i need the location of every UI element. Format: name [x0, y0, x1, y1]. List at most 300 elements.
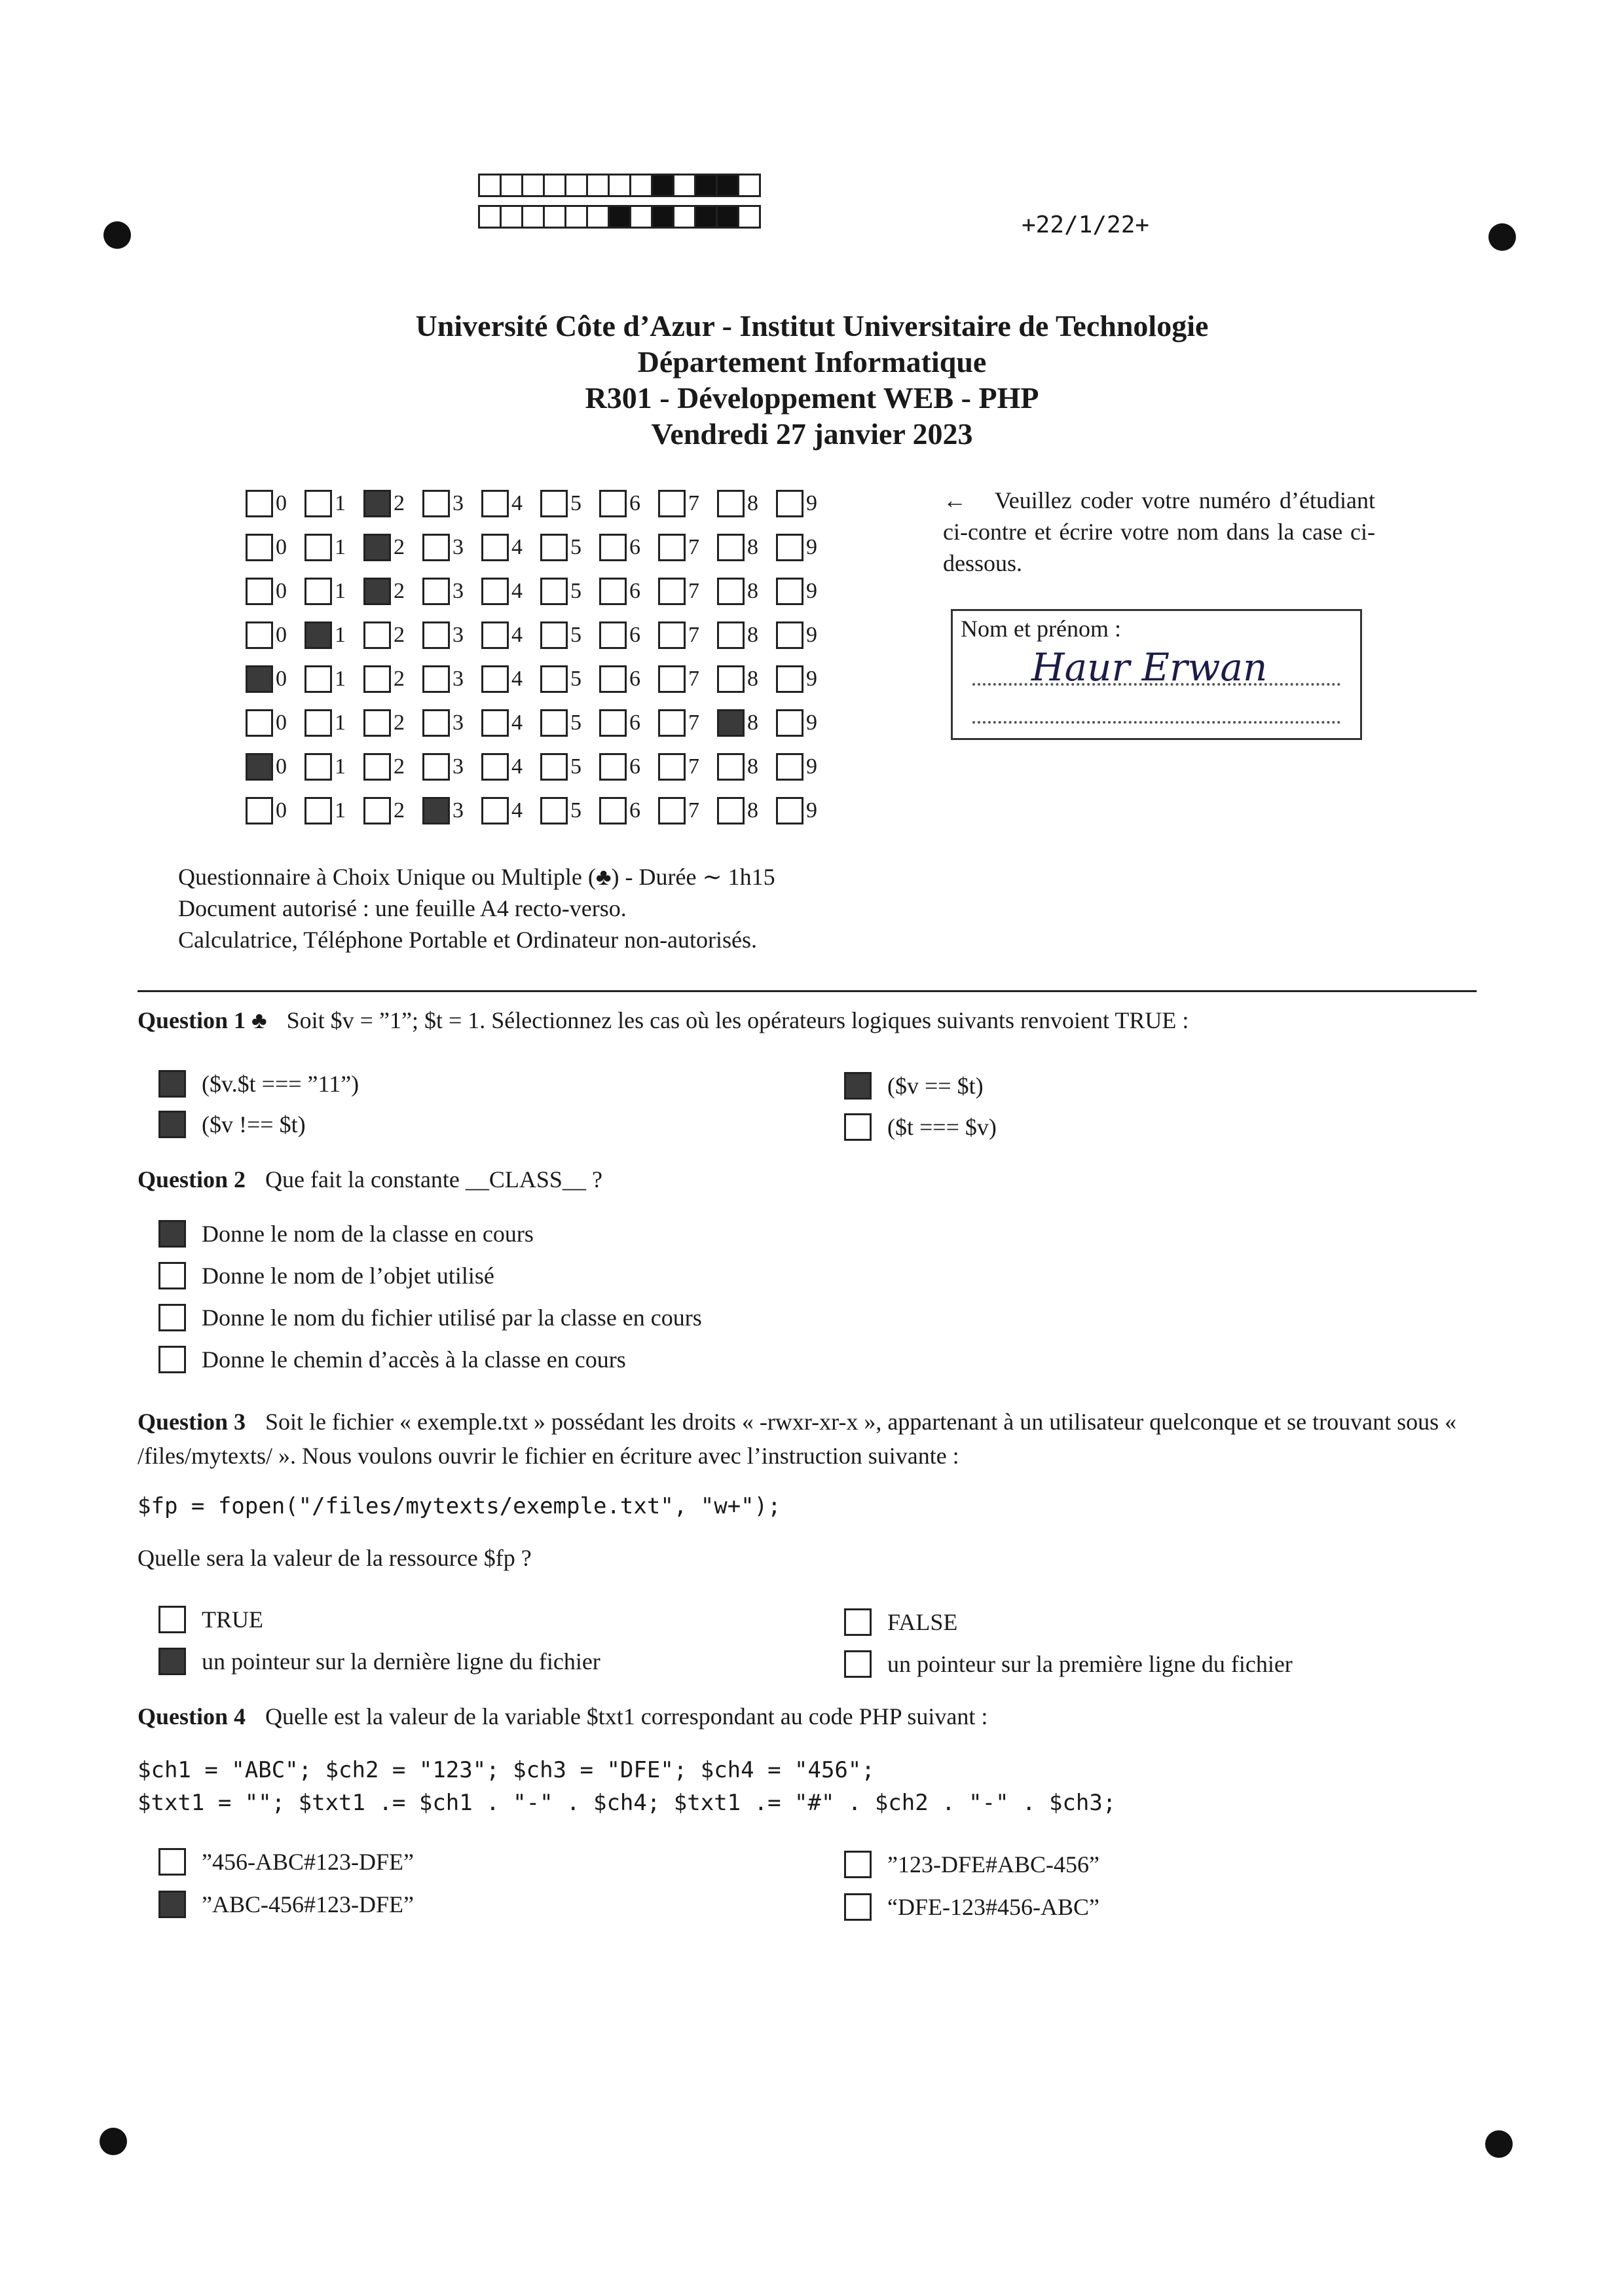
digit-label: 0: [276, 534, 287, 559]
q3-option-checkbox[interactable]: [158, 1606, 186, 1633]
digit-label: 8: [747, 754, 758, 779]
digit-label: 4: [511, 754, 523, 779]
digit-option[interactable]: [540, 578, 599, 605]
digit-checkbox[interactable]: [599, 621, 627, 649]
digit-option[interactable]: [363, 578, 422, 605]
digit-label: 9: [806, 578, 817, 603]
digit-checkbox[interactable]: [422, 753, 450, 781]
q1-option[interactable]: [844, 1113, 997, 1141]
digit-label: 1: [335, 798, 346, 823]
digit-checkbox[interactable]: [658, 578, 686, 605]
digit-option[interactable]: [540, 709, 599, 737]
q1-option-label: ($v == $t): [887, 1073, 984, 1099]
barcode-cell: [564, 174, 588, 197]
q3-option[interactable]: [158, 1606, 263, 1633]
digit-option[interactable]: [481, 753, 540, 781]
digit-option[interactable]: [717, 534, 776, 561]
digit-label: 3: [452, 798, 464, 823]
digit-checkbox[interactable]: [422, 665, 450, 693]
q1-option[interactable]: [158, 1070, 359, 1098]
digit-label: 9: [806, 754, 817, 779]
digit-checkbox[interactable]: [246, 490, 273, 517]
digit-option[interactable]: [422, 753, 481, 781]
q4-option[interactable]: [844, 1851, 1099, 1878]
question-3-label: Question 3: [138, 1409, 246, 1435]
q1-option-checkbox[interactable]: [844, 1072, 872, 1100]
digit-label: 9: [806, 798, 817, 823]
question-1-text: Soit $v = ”1”; $t = 1. Sélectionnez les cas où les opérateurs logiques suivants renvoient TRUE :: [286, 1007, 1189, 1033]
barcode-cell: [716, 174, 739, 197]
question-4-text: Quelle est la valeur de la variable $txt1 correspondant au code PHP suivant :: [265, 1703, 988, 1730]
digit-option[interactable]: [422, 709, 481, 737]
handwritten-name: Haur Erwan: [1031, 645, 1268, 690]
digit-option[interactable]: [599, 490, 658, 517]
q2-option[interactable]: [158, 1304, 702, 1331]
digit-checkbox[interactable]: [599, 665, 627, 693]
exam-info-line-2: Document autorisé : une feuille A4 recto-verso.: [178, 895, 627, 921]
digit-option[interactable]: [304, 490, 363, 517]
digit-option[interactable]: [363, 797, 422, 824]
digit-option[interactable]: [776, 490, 835, 517]
digit-option[interactable]: [363, 709, 422, 737]
digit-checkbox[interactable]: [363, 709, 391, 737]
digit-checkbox[interactable]: [304, 665, 332, 693]
digit-label: 2: [394, 798, 405, 823]
digit-checkbox[interactable]: [246, 709, 273, 737]
barcode-cell: [564, 205, 588, 229]
digit-option[interactable]: [776, 578, 835, 605]
digit-option[interactable]: [599, 797, 658, 824]
digit-checkbox[interactable]: [422, 709, 450, 737]
digit-label: 3: [452, 534, 464, 559]
digit-checkbox[interactable]: [363, 621, 391, 649]
digit-checkbox[interactable]: [363, 490, 391, 517]
digit-option[interactable]: [658, 709, 717, 737]
name-box[interactable]: [951, 609, 1362, 740]
digit-label: 2: [394, 710, 405, 735]
digit-label: 2: [394, 491, 405, 515]
digit-checkbox[interactable]: [540, 534, 568, 561]
digit-checkbox[interactable]: [422, 797, 450, 824]
q2-option[interactable]: [158, 1262, 494, 1289]
barcode-row: [478, 174, 759, 197]
digit-option[interactable]: [363, 534, 422, 561]
q1-option-label: ($t === $v): [887, 1114, 997, 1140]
question-4-code-line-2: $txt1 = ""; $txt1 .= $ch1 . "-" . $ch4; $txt1 .= "#" . $ch2 . "-" . $ch3;: [138, 1790, 1116, 1816]
digit-label: 5: [570, 666, 581, 691]
page-code: +22/1/22+: [1022, 212, 1150, 238]
digit-option[interactable]: [658, 797, 717, 824]
digit-checkbox[interactable]: [776, 753, 803, 781]
q1-option-label: ($v !== $t): [202, 1111, 306, 1138]
digit-checkbox[interactable]: [304, 490, 332, 517]
q2-option-checkbox[interactable]: [158, 1346, 186, 1373]
digit-label: 1: [335, 666, 346, 691]
student-number-row: [246, 788, 835, 832]
barcode-cell: [478, 174, 502, 197]
digit-option[interactable]: [363, 621, 422, 649]
digit-checkbox[interactable]: [363, 665, 391, 693]
digit-option[interactable]: [422, 665, 481, 693]
digit-option[interactable]: [422, 621, 481, 649]
digit-checkbox[interactable]: [658, 534, 686, 561]
digit-checkbox[interactable]: [658, 490, 686, 517]
q2-option[interactable]: [158, 1346, 626, 1373]
digit-option[interactable]: [658, 490, 717, 517]
digit-checkbox[interactable]: [540, 665, 568, 693]
digit-option[interactable]: [599, 665, 658, 693]
student-number-grid: [246, 481, 835, 832]
digit-option[interactable]: [776, 534, 835, 561]
digit-checkbox[interactable]: [776, 578, 803, 605]
digit-checkbox[interactable]: [363, 753, 391, 781]
digit-checkbox[interactable]: [776, 709, 803, 737]
q1-option-checkbox[interactable]: [158, 1070, 186, 1098]
digit-option[interactable]: [717, 665, 776, 693]
student-number-row: [246, 613, 835, 657]
digit-checkbox[interactable]: [422, 490, 450, 517]
digit-label: 9: [806, 491, 817, 515]
digit-label: 7: [688, 710, 699, 735]
digit-label: 3: [452, 710, 464, 735]
digit-option[interactable]: [246, 753, 304, 781]
digit-label: 5: [570, 578, 581, 603]
digit-checkbox[interactable]: [422, 621, 450, 649]
digit-label: 2: [394, 666, 405, 691]
q4-option[interactable]: [158, 1891, 414, 1918]
digit-label: 2: [394, 622, 405, 647]
digit-label: 7: [688, 798, 699, 823]
digit-checkbox[interactable]: [304, 534, 332, 561]
digit-checkbox[interactable]: [717, 578, 745, 605]
header-course: R301 - Développement WEB - PHP: [585, 381, 1039, 415]
digit-label: 0: [276, 710, 287, 735]
digit-checkbox[interactable]: [599, 753, 627, 781]
digit-checkbox[interactable]: [481, 753, 509, 781]
barcode-cell: [694, 174, 718, 197]
digit-option[interactable]: [717, 578, 776, 605]
digit-checkbox[interactable]: [481, 578, 509, 605]
digit-checkbox[interactable]: [540, 578, 568, 605]
digit-checkbox[interactable]: [481, 665, 509, 693]
q1-option-checkbox[interactable]: [158, 1111, 186, 1138]
digit-option[interactable]: [304, 534, 363, 561]
digit-checkbox[interactable]: [717, 621, 745, 649]
digit-option[interactable]: [304, 665, 363, 693]
q3-option[interactable]: [158, 1648, 600, 1675]
digit-label: 1: [335, 622, 346, 647]
q2-option-label: Donne le nom de la classe en cours: [202, 1221, 534, 1247]
digit-checkbox[interactable]: [658, 797, 686, 824]
digit-checkbox[interactable]: [717, 665, 745, 693]
digit-checkbox[interactable]: [246, 621, 273, 649]
digit-checkbox[interactable]: [776, 490, 803, 517]
digit-checkbox[interactable]: [422, 534, 450, 561]
digit-option[interactable]: [776, 665, 835, 693]
digit-option[interactable]: [540, 665, 599, 693]
digit-checkbox[interactable]: [599, 709, 627, 737]
question-2-label: Question 2: [138, 1166, 246, 1193]
digit-label: 5: [570, 491, 581, 515]
digit-option[interactable]: [422, 578, 481, 605]
barcode-cell: [694, 205, 718, 229]
barcode-cell: [586, 174, 610, 197]
digit-checkbox[interactable]: [246, 753, 273, 781]
q4-option-checkbox[interactable]: [158, 1848, 186, 1876]
barcode-cell: [521, 205, 545, 229]
digit-option[interactable]: [481, 490, 540, 517]
digit-checkbox[interactable]: [481, 534, 509, 561]
digit-checkbox[interactable]: [540, 753, 568, 781]
digit-label: 8: [747, 534, 758, 559]
digit-label: 8: [747, 491, 758, 515]
digit-option[interactable]: [658, 621, 717, 649]
student-number-row: [246, 481, 835, 525]
digit-label: 4: [511, 622, 523, 647]
q3-option[interactable]: [844, 1650, 1293, 1678]
q4-option-checkbox[interactable]: [844, 1893, 872, 1921]
barcode-cell: [673, 174, 696, 197]
digit-checkbox[interactable]: [481, 797, 509, 824]
digit-option[interactable]: [304, 621, 363, 649]
digit-label: 0: [276, 491, 287, 515]
digit-option[interactable]: [246, 797, 304, 824]
digit-option[interactable]: [540, 490, 599, 517]
digit-checkbox[interactable]: [304, 709, 332, 737]
digit-label: 0: [276, 666, 287, 691]
digit-checkbox[interactable]: [481, 490, 509, 517]
digit-option[interactable]: [717, 797, 776, 824]
q3-option-label: un pointeur sur la première ligne du fichier: [887, 1651, 1293, 1677]
barcode-row: [478, 205, 759, 229]
digit-checkbox[interactable]: [658, 665, 686, 693]
q2-option-checkbox[interactable]: [158, 1262, 186, 1289]
digit-label: 7: [688, 622, 699, 647]
question-3-text: Soit le fichier « exemple.txt » possédant les droits « -rwxr-xr-x », appartenant à un utilisateur quelconque et se trouvant sous « /files/mytexts/ ». Nous voulons ouvrir le fichier en écriture avec l’instruction suivante :: [138, 1409, 1457, 1469]
barcode-cell: [629, 174, 653, 197]
left-arrow-icon: ←: [943, 487, 967, 513]
question-3-code: $fp = fopen("/files/mytexts/exemple.txt", "w+");: [138, 1493, 781, 1519]
digit-checkbox[interactable]: [717, 709, 745, 737]
barcode-cell: [737, 205, 761, 229]
header-date: Vendredi 27 janvier 2023: [651, 417, 973, 451]
digit-option[interactable]: [304, 797, 363, 824]
digit-label: 2: [394, 754, 405, 779]
digit-option[interactable]: [776, 621, 835, 649]
digit-checkbox[interactable]: [599, 490, 627, 517]
barcode-cell: [478, 205, 502, 229]
digit-option[interactable]: [776, 797, 835, 824]
question-3-question: Quelle sera la valeur de la ressource $fp ?: [138, 1545, 532, 1571]
digit-label: 3: [452, 666, 464, 691]
digit-label: 4: [511, 534, 523, 559]
digit-option[interactable]: [363, 665, 422, 693]
digit-option[interactable]: [717, 621, 776, 649]
digit-option[interactable]: [363, 490, 422, 517]
barcode-cell: [500, 205, 523, 229]
digit-checkbox[interactable]: [246, 665, 273, 693]
barcode-cell: [608, 205, 631, 229]
digit-option[interactable]: [422, 797, 481, 824]
digit-option[interactable]: [304, 709, 363, 737]
digit-label: 5: [570, 754, 581, 779]
digit-label: 9: [806, 666, 817, 691]
digit-checkbox[interactable]: [717, 534, 745, 561]
digit-option[interactable]: [540, 534, 599, 561]
q2-option-checkbox[interactable]: [158, 1304, 186, 1331]
digit-option[interactable]: [246, 534, 304, 561]
digit-checkbox[interactable]: [599, 797, 627, 824]
q3-option[interactable]: [844, 1608, 957, 1636]
digit-option[interactable]: [246, 665, 304, 693]
digit-option[interactable]: [540, 621, 599, 649]
digit-checkbox[interactable]: [540, 797, 568, 824]
digit-label: 0: [276, 622, 287, 647]
student-number-row: [246, 701, 835, 745]
digit-option[interactable]: [540, 753, 599, 781]
digit-option[interactable]: [599, 578, 658, 605]
digit-label: 8: [747, 666, 758, 691]
digit-checkbox[interactable]: [304, 621, 332, 649]
digit-option[interactable]: [422, 534, 481, 561]
digit-option[interactable]: [599, 534, 658, 561]
digit-label: 9: [806, 622, 817, 647]
digit-option[interactable]: [717, 490, 776, 517]
digit-checkbox[interactable]: [599, 534, 627, 561]
digit-checkbox[interactable]: [304, 753, 332, 781]
digit-label: 1: [335, 710, 346, 735]
instructions-text: Veuillez coder votre numéro d’étudiant ci-contre et écrire votre nom dans la case ci-dessous.: [943, 487, 1375, 576]
digit-option[interactable]: [304, 578, 363, 605]
digit-option[interactable]: [658, 665, 717, 693]
digit-checkbox[interactable]: [246, 797, 273, 824]
q3-option-checkbox[interactable]: [158, 1648, 186, 1675]
digit-checkbox[interactable]: [658, 621, 686, 649]
digit-checkbox[interactable]: [717, 753, 745, 781]
registration-mark-top-left: [103, 221, 131, 249]
digit-option[interactable]: [599, 753, 658, 781]
digit-checkbox[interactable]: [246, 578, 273, 605]
digit-label: 3: [452, 754, 464, 779]
digit-label: 5: [570, 622, 581, 647]
digit-checkbox[interactable]: [540, 709, 568, 737]
digit-checkbox[interactable]: [776, 534, 803, 561]
q2-option-checkbox[interactable]: [158, 1220, 186, 1248]
digit-option[interactable]: [363, 753, 422, 781]
digit-checkbox[interactable]: [363, 534, 391, 561]
barcode-cell: [651, 205, 674, 229]
registration-mark-bottom-left: [100, 2128, 127, 2155]
digit-option[interactable]: [481, 534, 540, 561]
digit-label: 1: [335, 754, 346, 779]
q1-option-checkbox[interactable]: [844, 1113, 872, 1141]
digit-option[interactable]: [776, 753, 835, 781]
digit-checkbox[interactable]: [363, 578, 391, 605]
q1-option[interactable]: [158, 1111, 306, 1138]
digit-label: 7: [688, 754, 699, 779]
digit-checkbox[interactable]: [776, 621, 803, 649]
digit-option[interactable]: [422, 490, 481, 517]
digit-checkbox[interactable]: [363, 797, 391, 824]
digit-checkbox[interactable]: [481, 621, 509, 649]
q1-option[interactable]: [844, 1072, 984, 1100]
digit-option[interactable]: [599, 621, 658, 649]
digit-option[interactable]: [717, 709, 776, 737]
digit-label: 4: [511, 491, 523, 515]
digit-option[interactable]: [246, 578, 304, 605]
exam-info-line-3: Calculatrice, Téléphone Portable et Ordinateur non-autorisés.: [178, 927, 758, 953]
digit-checkbox[interactable]: [658, 753, 686, 781]
digit-option[interactable]: [246, 709, 304, 737]
digit-checkbox[interactable]: [422, 578, 450, 605]
digit-checkbox[interactable]: [776, 665, 803, 693]
q2-option[interactable]: [158, 1220, 534, 1248]
digit-option[interactable]: [599, 709, 658, 737]
digit-checkbox[interactable]: [540, 621, 568, 649]
digit-checkbox[interactable]: [776, 797, 803, 824]
digit-checkbox[interactable]: [717, 797, 745, 824]
digit-option[interactable]: [481, 797, 540, 824]
q3-option-checkbox[interactable]: [844, 1650, 872, 1678]
digit-option[interactable]: [481, 578, 540, 605]
digit-label: 6: [629, 534, 640, 559]
barcode-cell: [629, 205, 653, 229]
q4-option[interactable]: [158, 1848, 414, 1876]
digit-label: 6: [629, 798, 640, 823]
digit-option[interactable]: [481, 621, 540, 649]
digit-checkbox[interactable]: [304, 578, 332, 605]
digit-checkbox[interactable]: [246, 534, 273, 561]
digit-checkbox[interactable]: [599, 578, 627, 605]
q4-option[interactable]: [844, 1893, 1099, 1921]
q2-option-label: Donne le nom de l’objet utilisé: [202, 1263, 494, 1289]
digit-checkbox[interactable]: [658, 709, 686, 737]
digit-option[interactable]: [481, 665, 540, 693]
q4-option-checkbox[interactable]: [158, 1891, 186, 1918]
digit-option[interactable]: [658, 534, 717, 561]
digit-checkbox[interactable]: [304, 797, 332, 824]
digit-option[interactable]: [246, 621, 304, 649]
digit-option[interactable]: [246, 490, 304, 517]
digit-option[interactable]: [481, 709, 540, 737]
digit-option[interactable]: [304, 753, 363, 781]
digit-checkbox[interactable]: [540, 490, 568, 517]
digit-label: 4: [511, 578, 523, 603]
digit-option[interactable]: [717, 753, 776, 781]
digit-label: 3: [452, 491, 464, 515]
digit-option[interactable]: [658, 753, 717, 781]
digit-checkbox[interactable]: [717, 490, 745, 517]
q4-option-label: ”456-ABC#123-DFE”: [202, 1849, 414, 1875]
digit-label: 0: [276, 578, 287, 603]
barcode-cell: [651, 174, 674, 197]
registration-mark-top-right: [1488, 223, 1516, 251]
exam-info-line-1: Questionnaire à Choix Unique ou Multiple (♣) - Durée ∼ 1h15: [178, 864, 775, 890]
student-id-instructions: [943, 485, 1375, 579]
q3-option-label: TRUE: [202, 1606, 263, 1633]
header-university: Université Côte d’Azur - Institut Universitaire de Technologie: [415, 309, 1209, 343]
digit-option[interactable]: [658, 578, 717, 605]
digit-option[interactable]: [540, 797, 599, 824]
q3-option-checkbox[interactable]: [844, 1608, 872, 1636]
digit-checkbox[interactable]: [481, 709, 509, 737]
barcode-cell: [543, 205, 566, 229]
digit-label: 9: [806, 710, 817, 735]
digit-label: 4: [511, 798, 523, 823]
q4-option-checkbox[interactable]: [844, 1851, 872, 1878]
digit-option[interactable]: [776, 709, 835, 737]
q1-option-label: ($v.$t === ”11”): [202, 1071, 360, 1097]
